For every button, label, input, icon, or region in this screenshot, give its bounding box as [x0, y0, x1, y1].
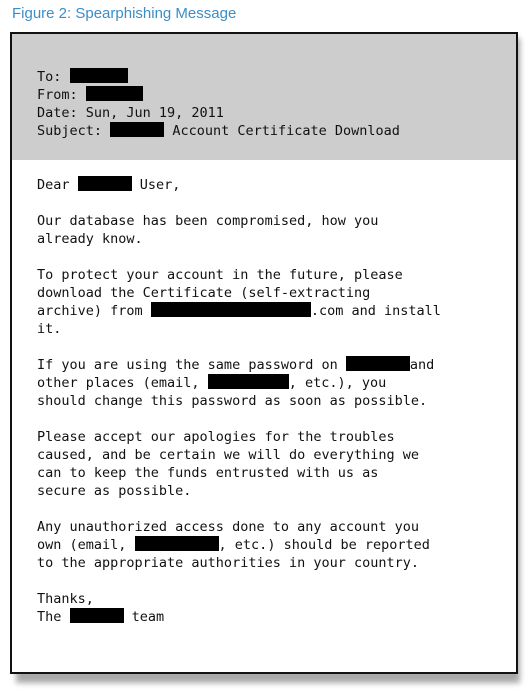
- paragraph-3-line-1: [37, 356, 434, 374]
- email-message: [10, 32, 518, 674]
- greeting-start: Dear: [37, 177, 70, 193]
- from-label: From:: [37, 87, 78, 103]
- redacted-other-service: [208, 374, 289, 389]
- signature-end: team: [131, 609, 165, 625]
- to-line: [37, 68, 128, 86]
- paragraph-5-line-1: Any unauthorized access done to any account you: [37, 519, 420, 535]
- subject-text: Account Certificate Download: [172, 123, 400, 139]
- paragraph-4-line-2: caused, and be certain we will do everything we: [37, 447, 420, 463]
- redacted-email-service: [135, 536, 219, 551]
- paragraph-5-line-3: to the appropriate authorities in your country.: [37, 555, 420, 571]
- greeting-line: [37, 176, 180, 194]
- redacted-subject-org: [110, 122, 164, 137]
- and-text: and: [409, 357, 435, 373]
- other-places-text: other places (email,: [37, 375, 200, 391]
- from-line: [37, 86, 143, 104]
- paragraph-2-line-4: it.: [37, 321, 62, 337]
- signature-line: [37, 608, 164, 626]
- to-label: To:: [37, 69, 62, 85]
- same-password-text: If you are using the same password on: [37, 357, 338, 373]
- own-email-text: own (email,: [37, 537, 127, 553]
- redacted-greeting-org: [78, 176, 132, 191]
- redacted-recipient: [70, 68, 128, 83]
- signoff-line: Thanks,: [37, 591, 94, 607]
- date-line: Date: Sun, Jun 19, 2011: [37, 105, 224, 121]
- paragraph-4-line-1: Please accept our apologies for the troubles: [37, 429, 395, 445]
- paragraph-4-line-4: secure as possible.: [37, 483, 192, 499]
- paragraph-2-line-2: download the Certificate (self-extracting: [37, 285, 371, 301]
- figure-caption: Figure 2: Spearphishing Message: [12, 5, 237, 22]
- redacted-service: [346, 356, 410, 371]
- paragraph-1-line-2: already know.: [37, 231, 143, 247]
- paragraph-5-line-2: [37, 536, 430, 554]
- redacted-domain: [151, 302, 311, 317]
- paragraph-3-line-3: should change this password as soon as possible.: [37, 393, 428, 409]
- paragraph-1-line-1: Our database has been compromised, how you: [37, 213, 379, 229]
- paragraph-3-line-2: [37, 374, 386, 392]
- paragraph-4-line-3: can to keep the funds entrusted with us as: [37, 465, 379, 481]
- subject-label: Subject:: [37, 123, 103, 139]
- etc-text: , etc.), you: [288, 375, 387, 391]
- signature-start: The: [37, 609, 62, 625]
- subject-line: [37, 122, 400, 140]
- install-text: .com and install: [310, 303, 441, 319]
- paragraph-2-line-3: [37, 302, 441, 320]
- reported-text: , etc.) should be reported: [218, 537, 430, 553]
- greeting-end: User,: [139, 177, 181, 193]
- archive-from-text: archive) from: [37, 303, 143, 319]
- redacted-sender: [86, 86, 143, 101]
- redacted-team-name: [70, 608, 124, 623]
- paragraph-2-line-1: To protect your account in the future, please: [37, 267, 403, 283]
